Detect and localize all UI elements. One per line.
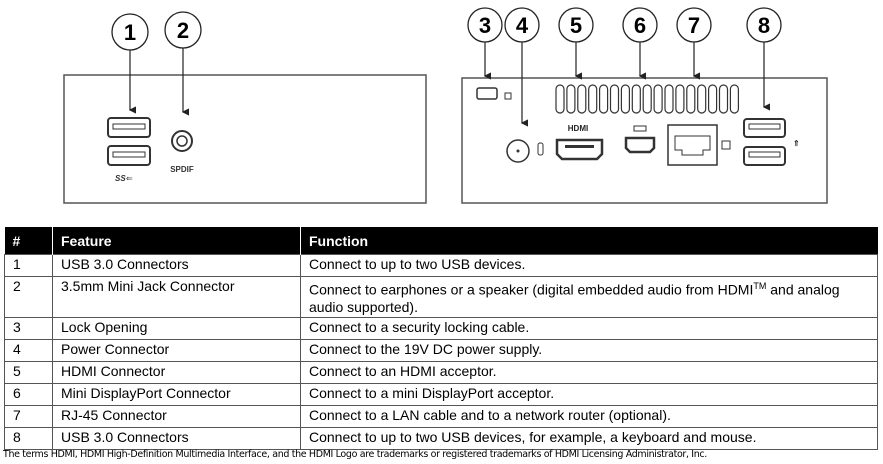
vent-slot [611,85,619,113]
row-feature: RJ-45 Connector [53,405,301,427]
row-number: 3 [5,317,53,339]
audio-jack-icon [172,131,192,151]
connector-diagram [0,0,883,225]
table-row [5,427,878,449]
trademark-sup: TM [753,281,767,291]
header-feature: Feature [53,227,301,255]
row-number: 2 [5,277,53,318]
row-feature: USB 3.0 Connectors [53,255,301,277]
row-function: Connect to up to two USB devices, for example, a keyboard and mouse. [301,427,878,449]
row-number: 6 [5,383,53,405]
row-function: Connect to an HDMI acceptor. [301,361,878,383]
vent-slot [600,85,608,113]
row-feature: HDMI Connector [53,361,301,383]
vent-slot [709,85,717,113]
table-row [5,317,878,339]
row-function [301,277,878,318]
header-number: # [5,227,53,255]
row-number: 8 [5,427,53,449]
vent-slot [567,85,575,113]
function-text-tail: and analog audio supported). [309,281,840,315]
svg-text:⇐: ⇐ [126,174,133,183]
table-row [5,277,878,318]
vent-slot [676,85,684,113]
callout-number: 6 [633,13,647,38]
table-row [5,361,878,383]
row-function: Connect to a security locking cable. [301,317,878,339]
hdmi-port-icon [557,140,602,159]
row-feature: 3.5mm Mini Jack Connector [53,277,301,318]
svg-text:1: 1 [123,20,137,45]
vent-slot [632,85,640,113]
vent-slot [654,85,662,113]
usb-logo: SS [115,174,126,183]
hdmi-logo: HDMI [567,124,589,133]
vent-slot [665,85,673,113]
vent-slot [730,85,738,113]
row-function: Connect to the 19V DC power supply. [301,339,878,361]
callout-number: 8 [757,13,771,38]
table-row [5,383,878,405]
row-feature: USB 3.0 Connectors [53,427,301,449]
row-function: Connect to up to two USB devices. [301,255,878,277]
row-number: 4 [5,339,53,361]
table-row [5,255,878,277]
callout-number: 7 [687,13,701,38]
spdif-label: SPDIF [170,165,194,174]
rear-panel [462,8,827,203]
function-text: Connect to earphones or a speaker (digital embedded audio from HDMI [309,281,754,298]
vent-slot [589,85,597,113]
svg-text:⇑: ⇑ [793,139,800,148]
callout-5 [559,8,593,76]
svg-text:2: 2 [176,18,190,43]
callout-6 [623,8,657,76]
callout-7 [677,8,711,76]
vent-slot [643,85,651,113]
row-number: 5 [5,361,53,383]
row-number: 1 [5,255,53,277]
vent-slot [578,85,586,113]
vent-slot [556,85,564,113]
row-feature: Lock Opening [53,317,301,339]
trademark-footnote: The terms HDMI, HDMI High-Definition Multimedia Interface, and the HDMI Logo are trademarks or registered trademarks of HDMI Licensing Administrator, Inc. [3,449,707,460]
row-feature: Power Connector [53,339,301,361]
vent-slot [621,85,629,113]
callout-number: 4 [515,13,529,38]
row-function: Connect to a mini DisplayPort acceptor. [301,383,878,405]
vent-slot [687,85,695,113]
callout-3 [468,8,502,76]
row-function: Connect to a LAN cable and to a network router (optional). [301,405,878,427]
vent-slot [698,85,706,113]
row-number: 7 [5,405,53,427]
callout-number: 5 [569,13,583,38]
header-function: Function [301,227,878,255]
feature-table [4,227,878,450]
vent-slot [720,85,728,113]
table-row [5,339,878,361]
table-header [5,227,878,255]
callout-number: 3 [478,13,492,38]
table-row [5,405,878,427]
front-panel [64,12,426,203]
vent-slots [556,85,738,113]
row-feature: Mini DisplayPort Connector [53,383,301,405]
